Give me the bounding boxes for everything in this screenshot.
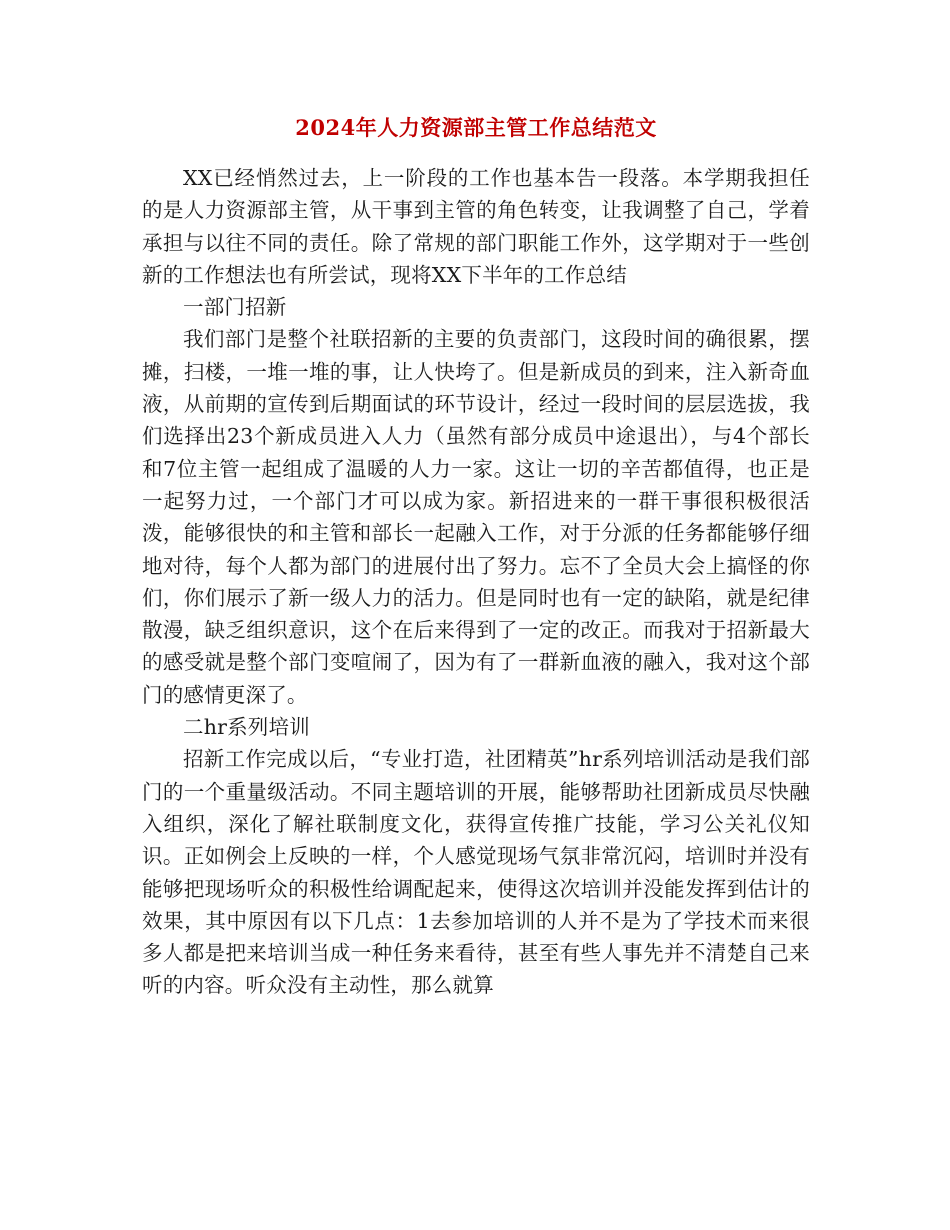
recruitment-paragraph: 我们部门是整个社联招新的主要的负责部门，这段时间的确很累，摆摊，扫楼，一堆一堆的事，让人快垮了。但是新成员的到来，注入新奇血液，从前期的宣传到后期面试的环节设计，经过一段时间的层层选拔，我们选择出23个新成员进入人力（虽然有部分成员中途退出），与4个部长和7位主管一起组成了温暖的人力一家。这让一切的辛苦都值得，也正是一起努力过，一个部门才可以成为家。新招进来的一群干事很积极很活泼，能够很快的和主管和部长一起融入工作，对于分派的任务都能够仔细地对待，每个人都为部门的进展付出了努力。忘不了全员大会上搞怪的你们，你们展示了新一级人力的活力。但是同时也有一定的缺陷，就是纪律散漫，缺乏组织意识，这个在后来得到了一定的改正。而我对于招新最大的感受就是整个部门变喧闹了，因为有了一群新血液的融入，我对这个部门的感情更深了。 [142, 327, 810, 707]
intro-paragraph: XX已经悄然过去，上一阶段的工作也基本告一段落。本学期我担任的是人力资源部主管，从干事到主管的角色转变，让我调整了自己，学着承担与以往不同的责任。除了常规的部门职能工作外，这学期对于一些创新的工作想法也有所尝试，现将XX下半年的工作总结 [142, 166, 810, 287]
section-heading-hr-training: 二hr系列培训 [183, 715, 310, 740]
document-title: 2024年人力资源部主管工作总结范文 [295, 115, 657, 140]
hr-training-paragraph: 招新工作完成以后，“专业打造，社团精英”hr系列培训活动是我们部门的一个重量级活动。不同主题培训的开展，能够帮助社团新成员尽快融入组织，深化了解社联制度文化，获得宣传推广技能，学习公关礼仪知识。正如例会上反映的一样，个人感觉现场气氛非常沉闷，培训时并没有能够把现场听众的积极性给调配起来，使得这次培训并没能发挥到估计的效果，其中原因有以下几点：1去参加培训的人并不是为了学技术而来很多人都是把来培训当成一种任务来看待，甚至有些人事先并不清楚自己来听的内容。听众没有主动性，那么就算 [142, 747, 810, 998]
document-body [142, 112, 810, 1002]
section-heading-recruitment: 一部门招新 [183, 295, 287, 320]
